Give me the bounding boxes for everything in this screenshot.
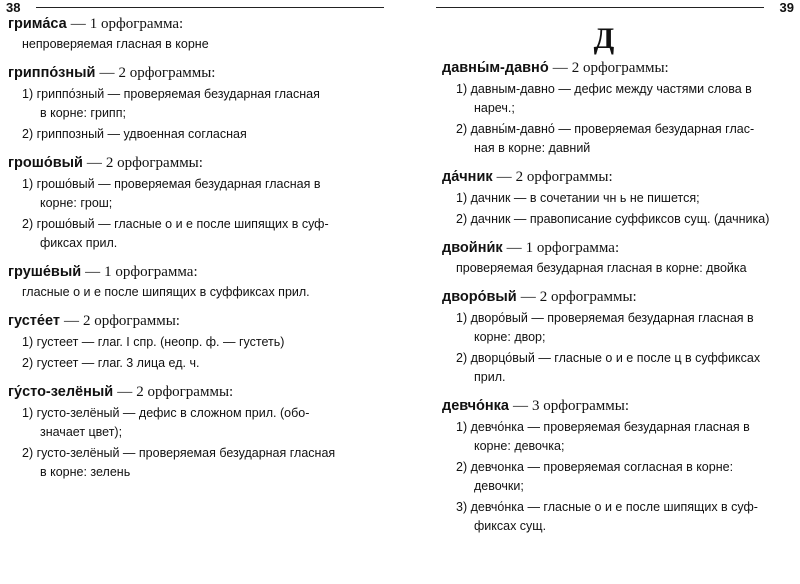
dash: — (513, 398, 528, 414)
dictionary-entry (442, 238, 792, 278)
header-rule (436, 7, 764, 8)
entry-head (8, 311, 386, 331)
entry-list (442, 58, 792, 545)
entry-head (442, 58, 792, 78)
entry-head (442, 396, 792, 416)
headword: грошо́вый (8, 155, 83, 171)
spelling-count: 3 орфограммы: (532, 398, 630, 414)
item-line: корне: двор; (474, 330, 546, 344)
item-line: 2) густеет — глаг. 3 лица ед. ч. (22, 356, 200, 370)
entry-list (8, 14, 386, 491)
spelling-item (8, 404, 386, 442)
entry-head (442, 287, 792, 307)
dictionary-entry (8, 153, 386, 253)
item-line: в корне: зелень (40, 465, 131, 479)
dash: — (99, 65, 115, 81)
spelling-item (8, 333, 386, 352)
dictionary-entry (442, 167, 792, 229)
entry-description: непроверяемая гласная в корне (22, 37, 209, 51)
dash: — (86, 155, 102, 171)
spelling-item (8, 125, 386, 144)
item-line: 1) давным-давно — дефис между частями слова в (456, 82, 752, 96)
entry-description: гласные о и е после шипящих в суффиксах прил. (22, 285, 310, 299)
item-line: фиксах сущ. (474, 519, 547, 533)
spelling-item (8, 354, 386, 373)
spelling-count: 2 орфограммы: (136, 384, 234, 400)
headword: гу́сто-зелёный (8, 384, 114, 400)
item-line: корне: грош; (40, 196, 113, 210)
dictionary-entry (8, 382, 386, 482)
dictionary-entry (442, 58, 792, 158)
entry-description: проверяемая безударная гласная в корне: двойка (456, 261, 747, 275)
headword: давны́м-давно́ (442, 60, 549, 76)
spelling-item (442, 120, 792, 158)
dash: — (506, 240, 522, 256)
headword: двойни́к (442, 240, 503, 256)
right-page (408, 0, 800, 584)
spelling-count: 1 орфограмма: (89, 16, 184, 32)
spelling-count: 2 орфограммы: (82, 313, 180, 329)
item-line: 2) дачник — правописание суффиксов сущ. (дачника) (456, 212, 770, 226)
item-line: 1) дворо́вый — проверяемая безударная гласная в (456, 311, 754, 325)
page-number: 39 (779, 0, 794, 15)
dictionary-entry (442, 287, 792, 387)
spelling-count: 1 орфограмма: (525, 240, 620, 256)
item-line: нареч.; (474, 101, 515, 115)
spelling-item (442, 418, 792, 456)
item-line: 1) густо-зелёный — дефис в сложном прил. (обо- (22, 406, 310, 420)
dash: — (117, 384, 133, 400)
header-rule (36, 7, 384, 8)
spelling-count: 2 орфограммы: (105, 155, 203, 171)
entry-head (442, 238, 792, 258)
item-line: ная в корне: давний (474, 141, 591, 155)
spelling-item (442, 458, 792, 496)
dash: — (496, 169, 512, 185)
dictionary-entry (8, 311, 386, 373)
spelling-item (442, 349, 792, 387)
entry-head (8, 153, 386, 173)
headword: груше́вый (8, 264, 82, 280)
entry-head (8, 262, 386, 282)
item-line: 2) дворцо́вый — гласные о и е после ц в суффиксах (456, 351, 761, 365)
headword: да́чник (442, 169, 493, 185)
headword: гриппо́зный (8, 65, 96, 81)
entry-head (8, 63, 386, 83)
entry-head (442, 167, 792, 187)
item-line: 2) девчонка — проверяемая согласная в корне: (456, 460, 734, 474)
item-line: девочки; (474, 479, 524, 493)
spelling-count: 2 орфограммы: (515, 169, 613, 185)
item-line: 1) грошо́вый — проверяемая безударная гласная в (22, 177, 321, 191)
headword: грима́са (8, 16, 67, 32)
spelling-item (8, 215, 386, 253)
item-line: 1) дачник — в сочетании чн ь не пишется; (456, 191, 700, 205)
item-line: 2) давны́м-давно́ — проверяемая безударная глас- (456, 122, 755, 136)
left-page (0, 0, 392, 584)
item-line: 1) гриппо́зный — проверяемая безударная гласная (22, 87, 320, 101)
spelling-item (8, 444, 386, 482)
item-line: корне: девочка; (474, 439, 565, 453)
dash: — (63, 313, 79, 329)
item-line: 1) девчо́нка — проверяемая безударная гласная в (456, 420, 750, 434)
spelling-item (8, 175, 386, 213)
item-line: значает цвет); (40, 425, 123, 439)
spelling-count: 2 орфограммы: (118, 65, 216, 81)
item-line: 2) гриппозный — удвоенная согласная (22, 127, 247, 141)
page-number: 38 (6, 0, 21, 15)
item-line: 2) густо-зелёный — проверяемая безударная гласная (22, 446, 336, 460)
dash: — (70, 16, 86, 32)
dictionary-entry (8, 262, 386, 302)
headword: густе́ет (8, 313, 60, 329)
dictionary-entry (8, 63, 386, 144)
section-letter: Д (593, 22, 615, 55)
spelling-count: 1 орфограмма: (104, 264, 198, 280)
spelling-item (442, 189, 792, 208)
entry-head (8, 382, 386, 402)
spelling-item (442, 498, 792, 536)
spelling-count: 2 орфограммы: (539, 289, 637, 305)
item-line: 2) грошо́вый — гласные о и е после шипящих в суф- (22, 217, 329, 231)
item-line: в корне: грипп; (40, 106, 126, 120)
item-line: прил. (474, 370, 506, 384)
dictionary-entry (442, 396, 792, 536)
spelling-item (442, 309, 792, 347)
spelling-item (442, 80, 792, 118)
dash: — (85, 264, 101, 280)
headword: девчо́нка (442, 398, 509, 414)
item-line: фиксах прил. (40, 236, 118, 250)
spelling-item (8, 85, 386, 123)
item-line: 1) густеет — глаг. I спр. (неопр. ф. — густеть) (22, 335, 285, 349)
dash: — (520, 289, 536, 305)
headword: дворо́вый (442, 289, 517, 305)
dash: — (552, 60, 568, 76)
spelling-item (442, 210, 792, 229)
item-line: 3) девчо́нка — гласные о и е после шипящих в суф- (456, 500, 758, 514)
dictionary-entry (8, 14, 386, 54)
entry-head (8, 14, 386, 34)
spelling-count: 2 орфограммы: (571, 60, 669, 76)
